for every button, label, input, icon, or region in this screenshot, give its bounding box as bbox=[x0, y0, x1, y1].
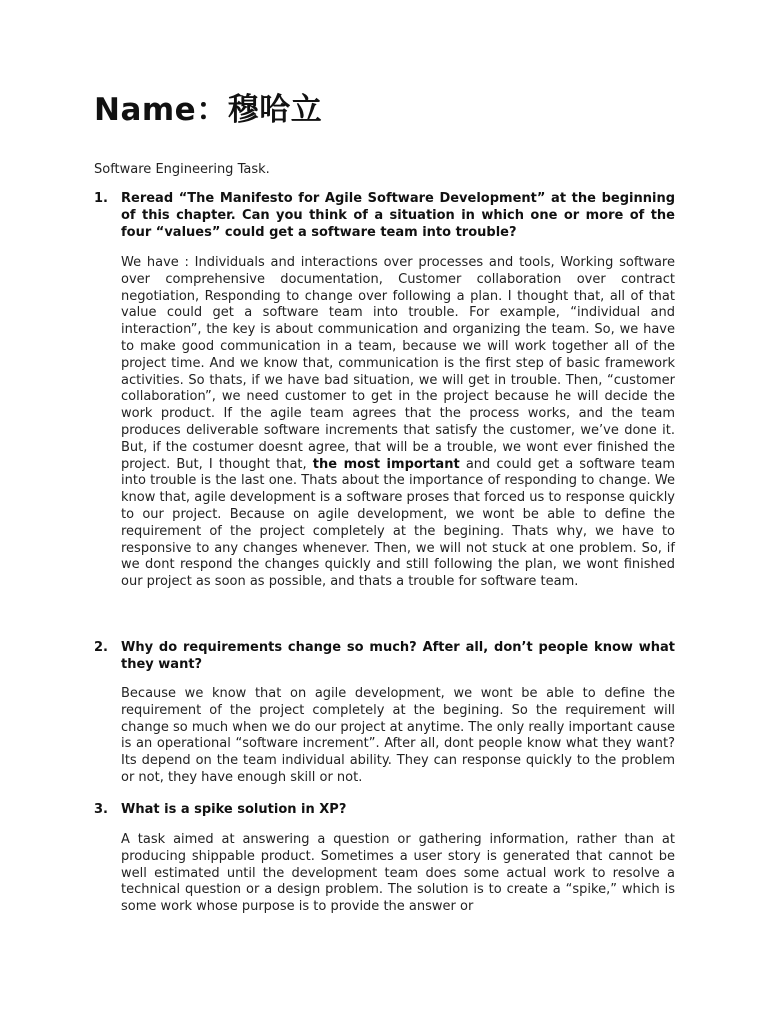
answer-3: A task aimed at answering a question or gathering information, rather than at producing shippable product. Sometimes a user story is generated that cannot be well estimated until the development team does some actual work to resolve a technical question or a design problem. The solution is to create a “spike,” which is some work whose purpose is to provide the answer or bbox=[121, 832, 675, 915]
question-3-number: 3. bbox=[94, 802, 108, 817]
page-title: Name：穆哈立 bbox=[94, 92, 323, 128]
page-subtitle: Software Engineering Task. bbox=[94, 162, 270, 177]
question-2-number: 2. bbox=[94, 640, 108, 655]
answer-1-part1: We have : Individuals and interactions over processes and tools, Working software over comprehensive documentation, Customer collaboration over contract negotiation, Responding to change over following a plan. I thought that, all of that value could get a software team into trouble. For example, “individual and interaction”, the key is about communication and organizing the team. So, we have to make good communication in a team, because we will work together all of the project time. And we know that, communication is the first step of basic framework activities. So thats, if we have bad situation, we will get in trouble. Then, “customer collaboration”, we need customer to get in the project because he will decide the work product. If the agile team agrees that the process works, and the team produces deliverable software increments that satisfy the customer, we’ve done it. But, if the costumer doesnt agree, that will be a trouble, we wont ever finished the project. But, I thought that, bbox=[121, 255, 675, 472]
answer-1 bbox=[121, 255, 675, 591]
question-1 bbox=[94, 190, 675, 241]
answer-2: Because we know that on agile development, we wont be able to define the requirement of the project completely at the begining. So the requirement will change so much when we do our project at anytime. The only really important cause is an operational “software increment”. After all, dont people know what they want? Its depend on the team individual ability. They can response quickly to the problem or not, they have enough skill or not. bbox=[121, 686, 675, 785]
question-2 bbox=[94, 639, 675, 673]
question-3 bbox=[94, 801, 675, 818]
question-3-text: What is a spike solution in XP? bbox=[121, 802, 347, 817]
question-2-text: Why do requirements change so much? After all, don’t people know what they want? bbox=[121, 640, 675, 672]
question-1-number: 1. bbox=[94, 191, 108, 206]
question-1-text: Reread “The Manifesto for Agile Software Development” at the beginning of this chapter. Can you think of a situation in which one or more of the four “values” could get a software team into trouble? bbox=[121, 191, 675, 240]
answer-1-part2: and could get a software team into trouble is the last one. Thats about the importance of responding to change. We know that, agile development is a software proses that forced us to response quickly to our project. Because on agile development, we wont be able to define the requirement of the project completely at the begining. Thats why, we have to responsive to any changes whenever. Then, we will not stuck at one problem. So, if we dont respond the changes quickly and still following the plan, we wont finished our project as soon as possible, and thats a trouble for software team. bbox=[121, 456, 675, 590]
answer-1-emphasis: the most important bbox=[312, 456, 460, 472]
